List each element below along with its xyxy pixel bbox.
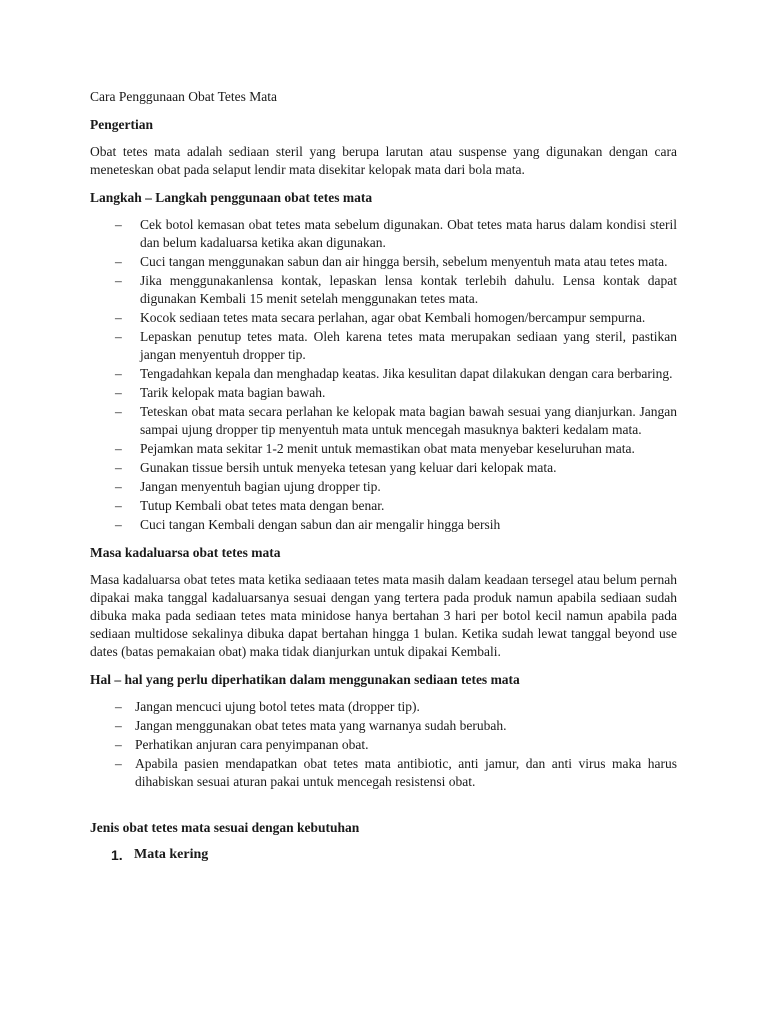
list-item-text: Jangan mencuci ujung botol tetes mata (dropper tip). [135,699,420,714]
heading-langkah: Langkah – Langkah penggunaan obat tetes mata [90,190,373,205]
document-title: Cara Penggunaan Obat Tetes Mata [90,89,277,104]
list-item-text: Jangan menggunakan obat tetes mata yang warnanya sudah berubah. [135,718,507,733]
numbered-item [90,846,677,864]
heading-jenis: Jenis obat tetes mata sesuai dengan kebutuhan [90,820,360,835]
list-item-text: Tutup Kembali obat tetes mata dengan benar. [140,498,385,513]
list-item-text: Perhatikan anjuran cara penyimpanan obat. [135,737,369,752]
list-item-text: Lepaskan penutup tetes mata. Oleh karena tetes mata merupakan sediaan yang steril, pastikan jangan menyentuh dropper tip. [140,329,677,362]
list-item [90,216,677,252]
list-item [90,736,677,754]
dash-bullet: – [115,385,122,400]
paragraph-kadaluarsa: Masa kadaluarsa obat tetes mata ketika sediaaan tetes mata masih dalam keadaan tersegel atau belum pernah dipakai maka tanggal kadaluarsanya sesuai dengan yang tertera pada produk namun apabila sediaan sudah dibuka maka pada sediaan tetes mata minidose hanya bertahan 3 hari per botol kecil namun apabila pada sediaan multidose sekalinya dibuka dapat bertahan hingga 1 bulan. Ketika sudah lewat tanggal beyond use dates (batas pemakaian obat) maka tidak dianjurkan untuk dipakai Kembali. [90,572,677,659]
list-item [90,440,677,458]
dash-bullet: – [115,441,122,456]
document-page [90,88,677,864]
dash-bullet: – [115,404,122,419]
list-item [90,309,677,327]
list-item-text: Apabila pasien mendapatkan obat tetes mata antibiotic, anti jamur, dan anti virus maka harus dihabiskan sesuai aturan pakai untuk mencegah resistensi obat. [135,756,677,789]
list-item [90,272,677,308]
list-item-text: Kocok sediaan tetes mata secara perlahan, agar obat Kembali homogen/bercampur sempurna. [140,310,646,325]
list-item [90,478,677,496]
item-number: 1. [111,847,123,863]
list-item-text: Tarik kelopak mata bagian bawah. [140,385,326,400]
list-item-text: Cek botol kemasan obat tetes mata sebelum digunakan. Obat tetes mata harus dalam kondisi steril dan belum kadaluarsa ketika akan digunakan. [140,217,677,250]
list-item [90,698,677,716]
list-item [90,717,677,735]
dash-bullet: – [115,217,122,232]
dash-bullet: – [115,699,122,714]
dash-bullet: – [115,310,122,325]
spacer [90,801,677,819]
item-label: Mata kering [134,847,209,862]
dash-bullet: – [115,517,122,532]
dash-bullet: – [115,273,122,288]
list-item-text: Cuci tangan menggunakan sabun dan air hingga bersih, sebelum menyentuh mata atau tetes mata. [140,254,668,269]
list-item [90,253,677,271]
dash-bullet: – [115,366,122,381]
list-item-text: Jangan menyentuh bagian ujung dropper tip. [140,479,381,494]
dash-bullet: – [115,329,122,344]
dash-bullet: – [115,737,122,752]
list-langkah [90,216,677,534]
dash-bullet: – [115,479,122,494]
heading-kadaluarsa: Masa kadaluarsa obat tetes mata [90,545,281,560]
list-item-text: Cuci tangan Kembali dengan sabun dan air mengalir hingga bersih [140,517,501,532]
list-item-text: Gunakan tissue bersih untuk menyeka tetesan yang keluar dari kelopak mata. [140,460,557,475]
list-item [90,328,677,364]
dash-bullet: – [115,254,122,269]
dash-bullet: – [115,498,122,513]
list-item [90,365,677,383]
list-item [90,384,677,402]
dash-bullet: – [115,460,122,475]
dash-bullet: – [115,718,122,733]
list-item-text: Pejamkan mata sekitar 1-2 menit untuk memastikan obat mata menyebar keseluruhan mata. [140,441,635,456]
list-item [90,755,677,791]
heading-pengertian: Pengertian [90,117,153,132]
list-item-text: Jika menggunakanlensa kontak, lepaskan lensa kontak terlebih dahulu. Lensa kontak dapat digunakan Kembali 15 menit setelah menggunakan tetes mata. [140,273,677,306]
list-item [90,497,677,515]
list-item [90,459,677,477]
list-item [90,516,677,534]
list-item-text: Tengadahkan kepala dan menghadap keatas. Jika kesulitan dapat dilakukan dengan cara berbaring. [140,366,673,381]
list-perhatian [90,698,677,791]
list-item-text: Teteskan obat mata secara perlahan ke kelopak mata bagian bawah sesuai yang dianjurkan. Jangan sampai ujung dropper tip menyentuh mata untuk mencegah masuknya bakteri kedalam mata. [140,404,677,437]
dash-bullet: – [115,756,122,771]
list-item [90,403,677,439]
paragraph-pengertian: Obat tetes mata adalah sediaan steril yang berupa larutan atau suspense yang digunakan dengan cara meneteskan obat pada selaput lendir mata disekitar kelopak mata dari bola mata. [90,144,677,177]
heading-perhatian: Hal – hal yang perlu diperhatikan dalam menggunakan sediaan tetes mata [90,672,520,687]
